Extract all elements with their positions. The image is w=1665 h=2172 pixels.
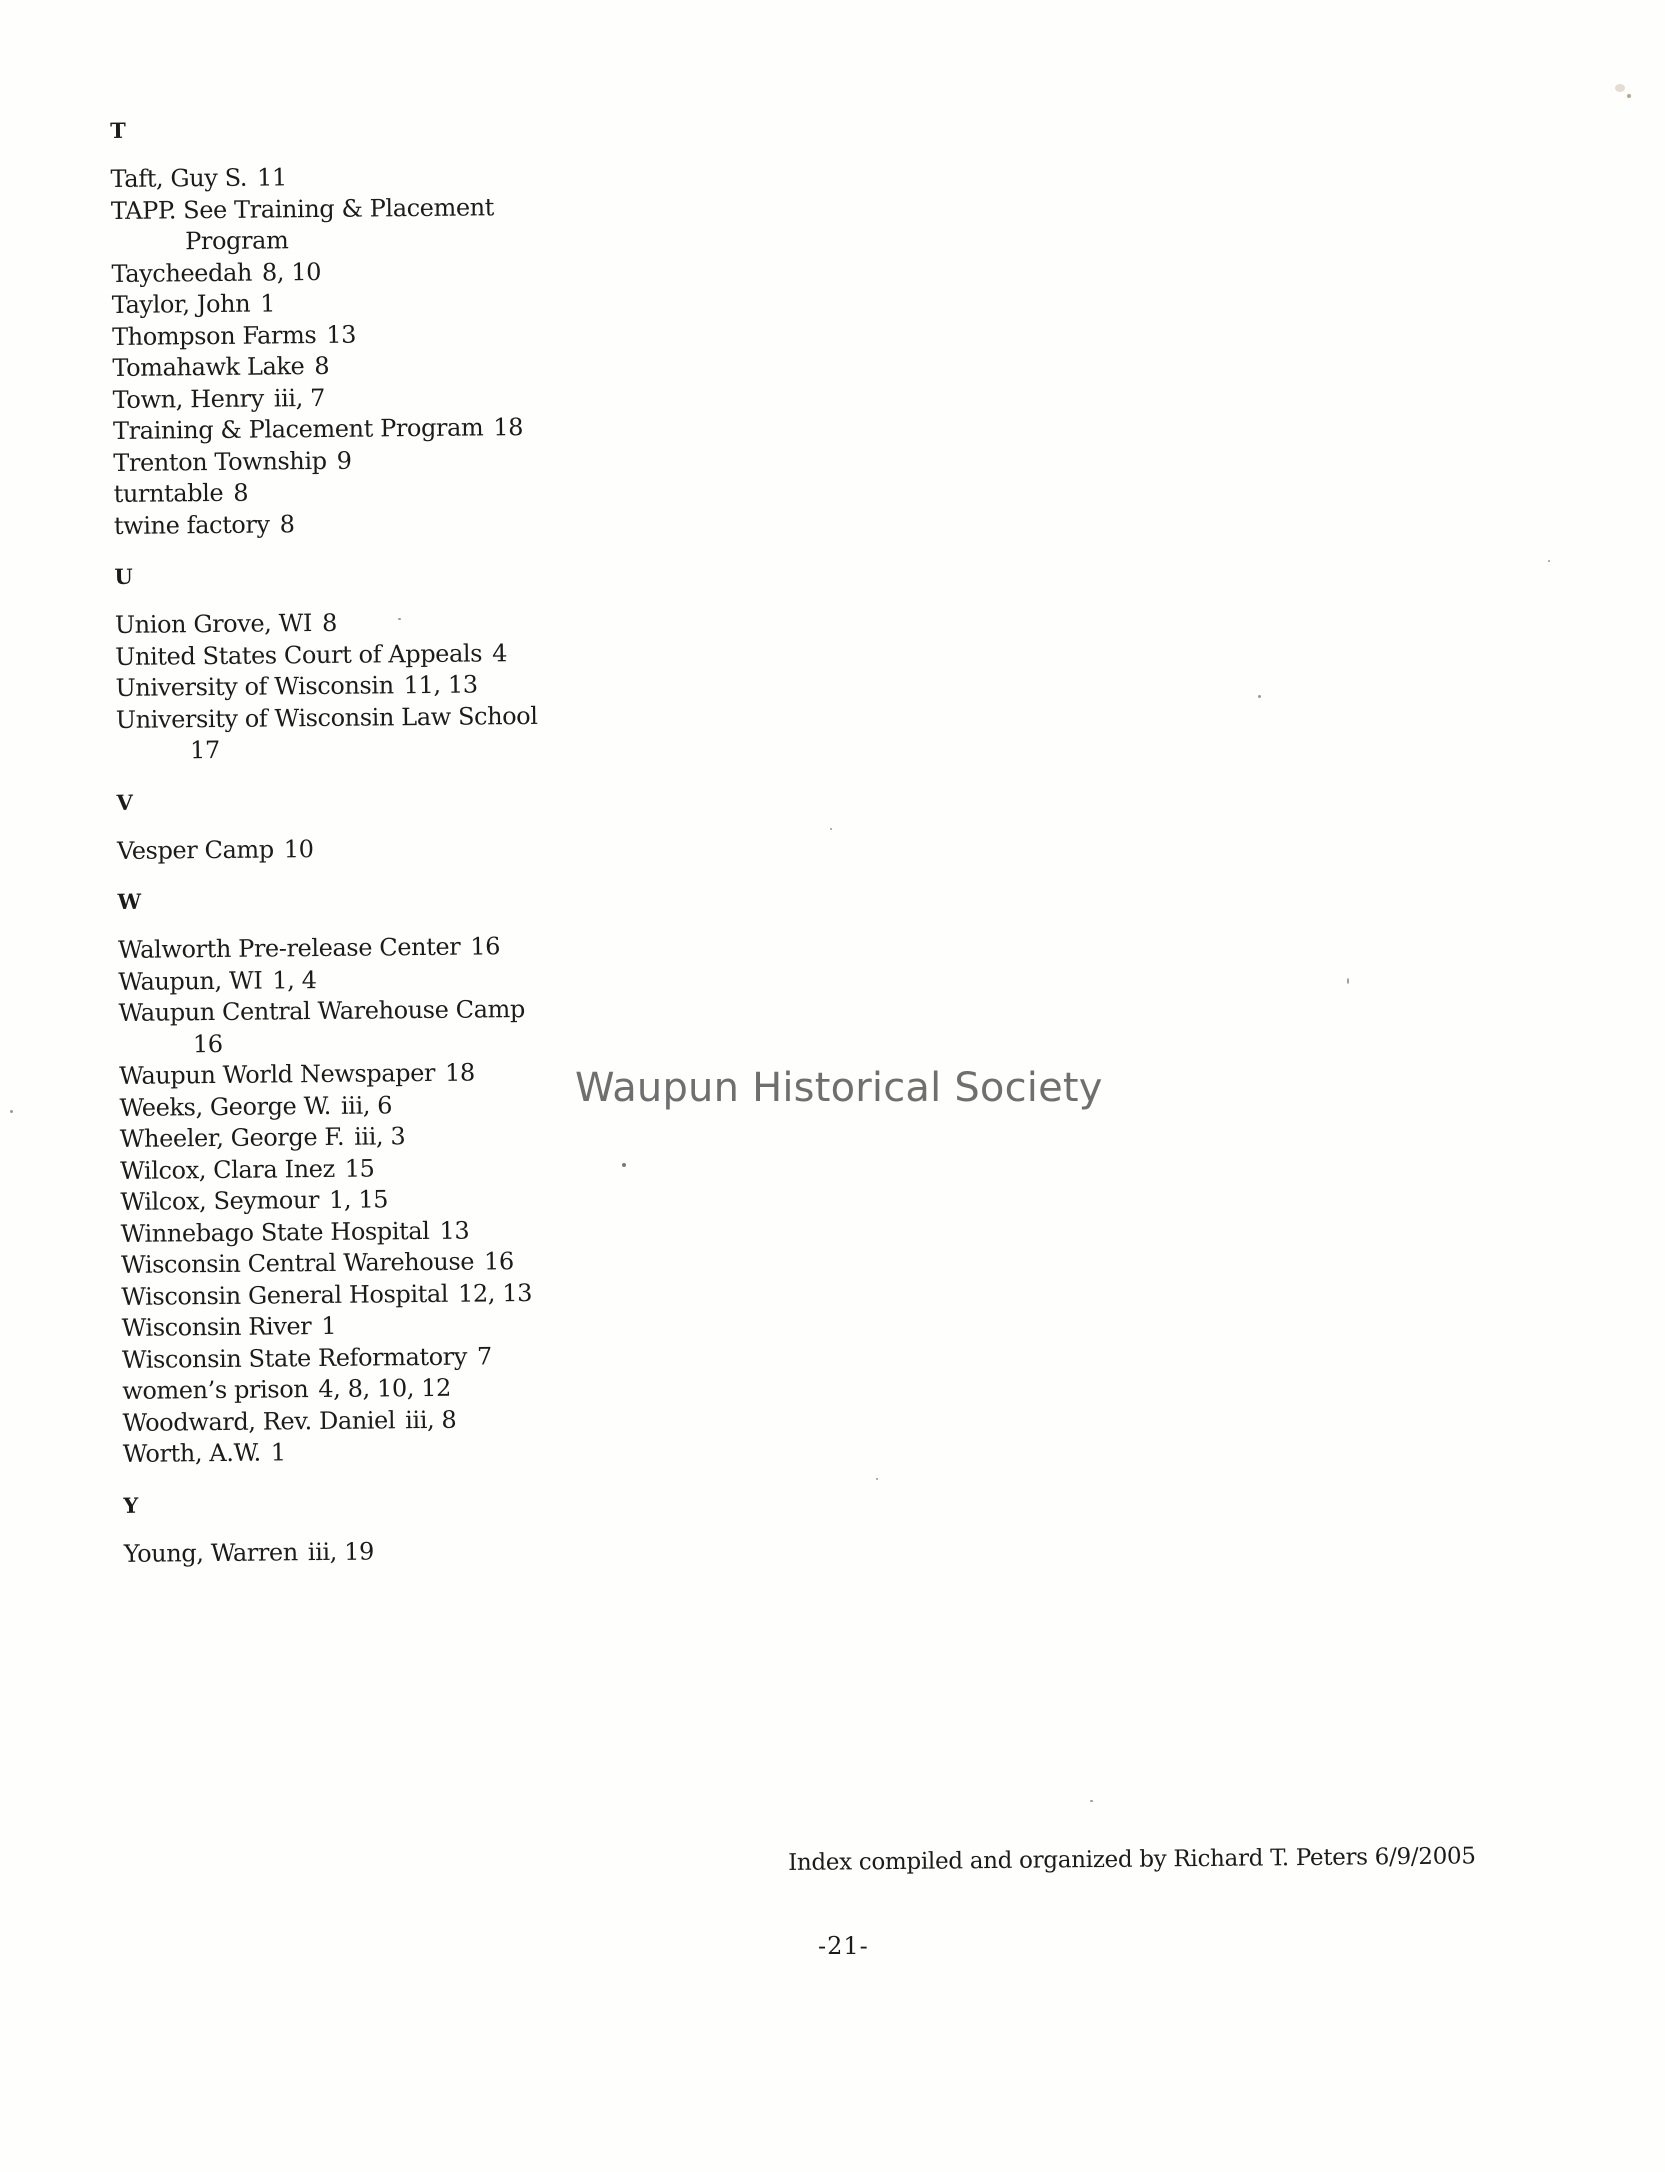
index-entry <box>121 1308 641 1344</box>
entry-pages: 1 <box>270 1438 286 1467</box>
index-entry <box>118 993 639 1061</box>
index-entry <box>120 1182 640 1218</box>
scan-speck <box>1347 978 1349 984</box>
entry-pages: 13 <box>326 320 357 349</box>
scan-speck <box>1627 94 1631 98</box>
entry-term: Weeks, George W. <box>119 1091 332 1122</box>
index-entry <box>122 1402 642 1438</box>
scan-smudge <box>1615 84 1625 92</box>
scan-speck <box>876 1478 878 1480</box>
entry-term: Waupun Central Warehouse Camp <box>118 995 526 1027</box>
entry-pages: 16 <box>470 932 501 961</box>
index-entry <box>124 1533 644 1569</box>
index-entry <box>120 1150 640 1186</box>
entry-pages: 8, 10 <box>261 257 322 287</box>
entry-pages: 12, 13 <box>457 1278 533 1308</box>
page-number: -21- <box>818 1932 869 1960</box>
entry-pages: 8 <box>233 478 249 507</box>
entry-pages: 15 <box>344 1154 375 1183</box>
entry-term: Woodward, Rev. Daniel <box>122 1405 396 1437</box>
scan-speck <box>1258 695 1261 698</box>
index-section-y <box>123 1485 644 1569</box>
entry-pages: 18 <box>444 1058 475 1087</box>
entry-continuation: 16 <box>192 1029 223 1058</box>
entry-term: United States Court of Appeals <box>115 638 483 671</box>
entry-term: Wisconsin River <box>121 1312 312 1342</box>
entry-term: Taycheedah <box>111 258 253 288</box>
entry-pages: 11 <box>256 163 287 192</box>
scan-speck <box>398 618 401 620</box>
index-entry <box>111 254 631 290</box>
entry-term: Trenton Township <box>113 446 327 477</box>
index-section-v <box>116 782 637 866</box>
index-entry <box>110 159 630 195</box>
entry-pages: 4, 8, 10, 12 <box>318 1373 452 1404</box>
scan-speck <box>10 1110 13 1113</box>
entry-term: University of Wisconsin Law School <box>115 701 538 734</box>
entry-term: Walworth Pre-release Center <box>117 932 461 964</box>
entry-pages: 13 <box>439 1216 470 1245</box>
index-entry <box>113 442 633 478</box>
entry-continuation: Program <box>185 226 289 256</box>
index-entry <box>117 830 637 866</box>
entry-pages: 1 <box>321 1311 337 1341</box>
section-letter-y: Y <box>123 1492 139 1518</box>
scan-speck <box>1090 1800 1093 1802</box>
index-entry <box>121 1276 641 1312</box>
scan-speck <box>830 828 832 830</box>
entry-term: Taft, Guy S. <box>110 163 248 193</box>
entry-pages: iii, 3 <box>354 1122 406 1151</box>
index-entry <box>121 1213 641 1249</box>
entry-pages: 8 <box>314 351 330 381</box>
index-entry <box>113 474 633 510</box>
entry-pages: 16 <box>483 1247 514 1276</box>
scan-speck <box>622 1163 626 1167</box>
entry-term: women’s prison <box>122 1375 309 1405</box>
entry-pages: 1, 4 <box>272 965 317 994</box>
index-entry <box>115 605 635 641</box>
section-letter-t: T <box>110 117 127 143</box>
entry-pages: 8 <box>279 509 295 538</box>
index-entry <box>113 379 633 415</box>
entry-term: Worth, A.W. <box>122 1438 261 1468</box>
section-letter-v: V <box>116 789 134 815</box>
index-entry <box>112 316 632 352</box>
scan-speck <box>1548 560 1550 562</box>
entry-term: University of Wisconsin <box>115 671 394 702</box>
entry-term: Union Grove, WI <box>114 609 313 639</box>
index-entry <box>119 1056 639 1092</box>
index-entry <box>116 699 637 767</box>
entry-term: Town, Henry <box>112 384 264 414</box>
index-section-u <box>114 557 636 767</box>
entry-term: Thompson Farms <box>111 320 317 351</box>
entry-term: twine factory <box>113 509 270 540</box>
index-credit: Index compiled and organized by Richard T. Peters 6/9/2005 <box>788 1843 1476 1876</box>
index-entry <box>112 348 632 384</box>
index-entry <box>115 636 635 672</box>
entry-pages: 4 <box>491 638 508 667</box>
entry-term: Training & Placement Program <box>112 413 484 445</box>
index-entry <box>120 1119 640 1155</box>
entry-pages: iii, 19 <box>307 1537 374 1566</box>
entry-term: TAPP. See Training & Placement <box>110 192 495 225</box>
index-entry <box>118 930 638 966</box>
entry-pages: 9 <box>336 446 352 475</box>
index-entry <box>113 411 633 447</box>
entry-pages: 7 <box>476 1341 492 1371</box>
entry-pages: 11, 13 <box>403 670 478 700</box>
index-entry <box>111 191 632 259</box>
entry-term: Wisconsin State Reformatory <box>121 1342 468 1374</box>
entry-term: Wilcox, Clara Inez <box>119 1154 335 1185</box>
section-letter-u: U <box>114 563 134 589</box>
section-letter-w: W <box>117 888 142 914</box>
entry-pages: 8 <box>321 608 338 637</box>
watermark: Waupun Historical Society <box>575 1065 1103 1111</box>
entry-term: Wisconsin General Hospital <box>121 1279 449 1311</box>
index-entry <box>118 961 638 997</box>
index-entry <box>123 1434 643 1470</box>
index-entry <box>115 668 635 704</box>
entry-term: Wilcox, Seymour <box>120 1186 320 1216</box>
index-section-t <box>110 111 634 542</box>
entry-term: Waupun, WI <box>118 966 263 996</box>
entry-term: Tomahawk Lake <box>112 352 305 382</box>
entry-pages: iii, 8 <box>405 1405 457 1434</box>
index-column <box>110 111 644 1590</box>
entry-pages: iii, 6 <box>340 1090 393 1120</box>
entry-pages: 18 <box>493 413 524 442</box>
index-entry <box>121 1245 641 1281</box>
entry-term: Vesper Camp <box>116 834 274 865</box>
index-entry <box>122 1339 642 1375</box>
entry-pages: iii, 7 <box>273 383 326 412</box>
index-entry <box>122 1371 642 1407</box>
entry-term: Winnebago State Hospital <box>120 1216 430 1248</box>
index-entry <box>112 285 632 321</box>
entry-term: Wheeler, George F. <box>119 1122 345 1153</box>
index-entry <box>119 1087 639 1123</box>
entry-term: Waupun World Newspaper <box>119 1058 436 1090</box>
entry-pages: 1, 15 <box>328 1185 389 1214</box>
entry-term: turntable <box>113 478 224 508</box>
entry-continuation: 17 <box>189 735 220 765</box>
entry-pages: 1 <box>260 289 276 318</box>
entry-term: Taylor, John <box>111 289 251 319</box>
entry-term: Wisconsin Central Warehouse <box>120 1247 475 1279</box>
entry-pages: 10 <box>283 834 314 863</box>
index-entry <box>114 505 634 541</box>
entry-term: Young, Warren <box>123 1537 298 1568</box>
index-section-w <box>117 882 643 1470</box>
